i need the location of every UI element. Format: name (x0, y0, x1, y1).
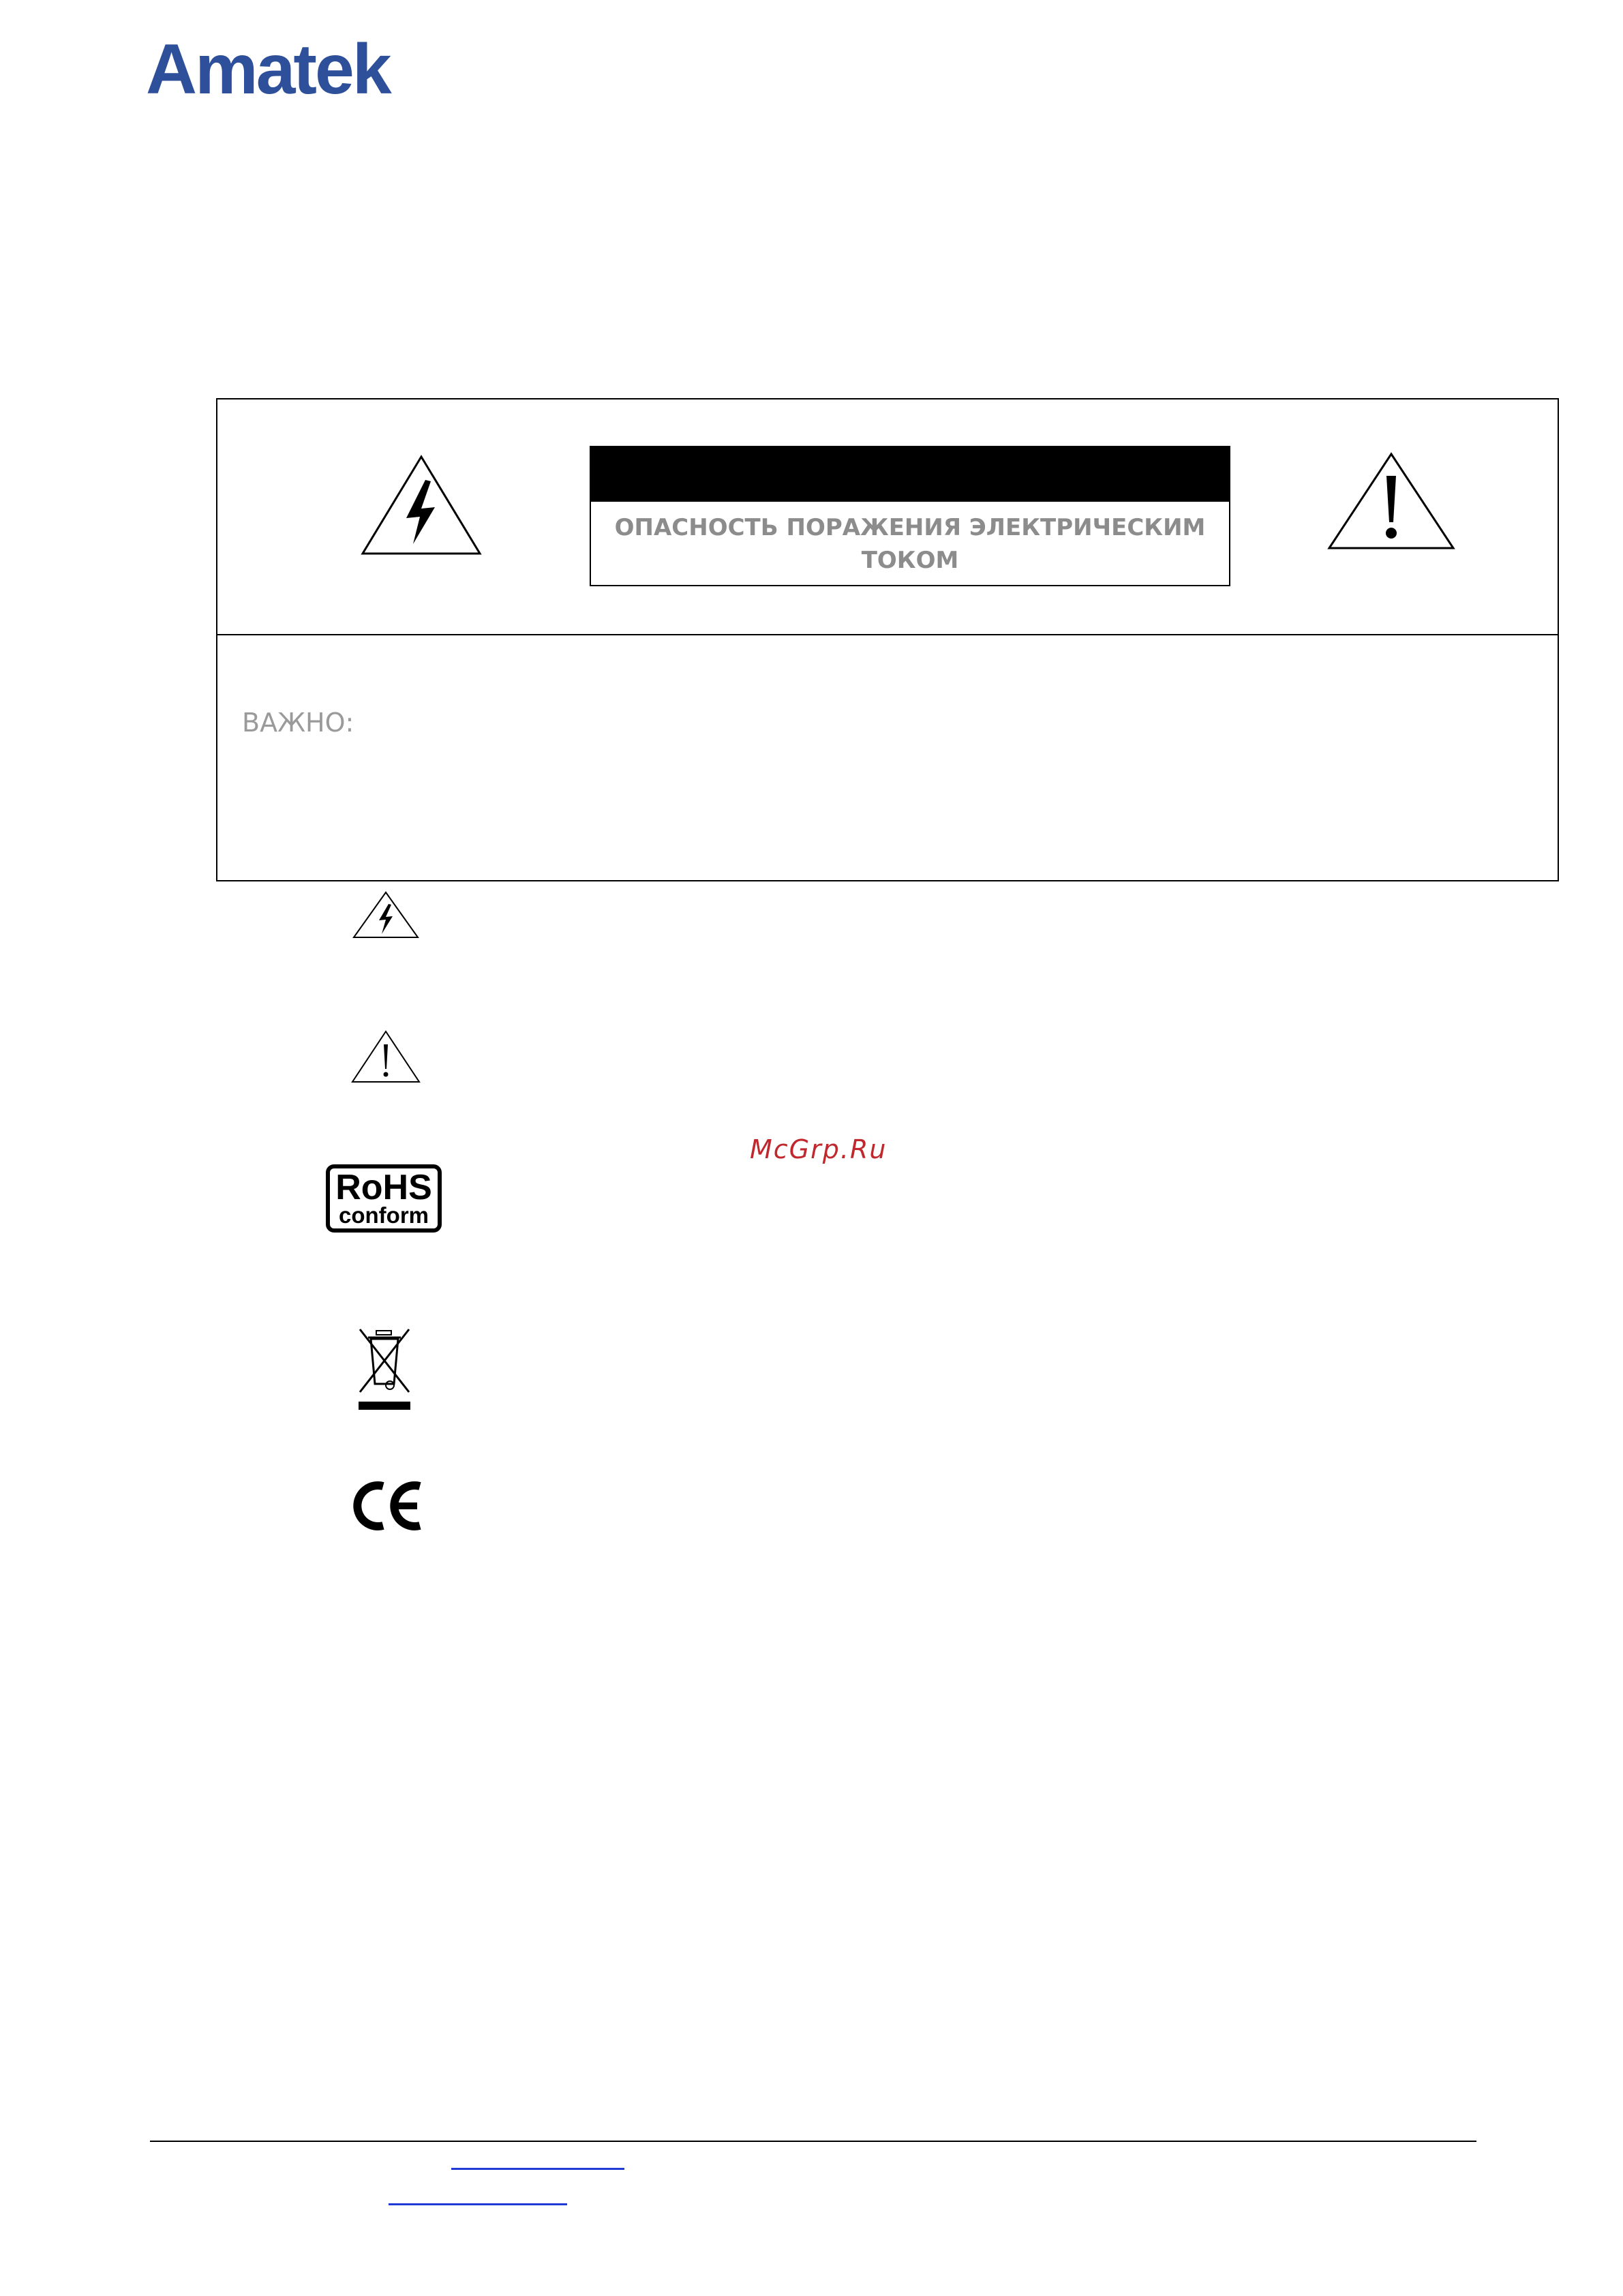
important-label: ВАЖНО: (242, 708, 354, 738)
footer-rule (150, 2141, 1476, 2142)
exclamation-warning-icon (1326, 451, 1456, 551)
warning-box-divider (217, 634, 1558, 635)
exclamation-symbol-icon (350, 1029, 421, 1084)
footer-link-underline[interactable] (389, 2203, 567, 2205)
caution-text: ОПАСНОСТЬ ПОРАЖЕНИЯ ЭЛЕКТРИЧЕСКИМ ТОКОМ (614, 514, 1206, 574)
rohs-conform-icon (326, 1164, 442, 1233)
weee-crossed-bin-icon (356, 1327, 413, 1413)
rohs-conform-label: conform (339, 1203, 429, 1228)
safety-warning-box (216, 398, 1559, 881)
caution-panel (590, 446, 1230, 586)
electric-shock-warning-icon (360, 454, 483, 556)
electric-shock-symbol-icon (352, 890, 420, 939)
amatek-logo: Amatek (146, 30, 390, 109)
watermark: McGrp.Ru (750, 1134, 888, 1164)
ce-mark-icon (352, 1478, 425, 1534)
rohs-label: RoHS (335, 1168, 432, 1207)
footer-link-underline[interactable] (451, 2168, 624, 2170)
caution-title-bar (591, 447, 1229, 502)
